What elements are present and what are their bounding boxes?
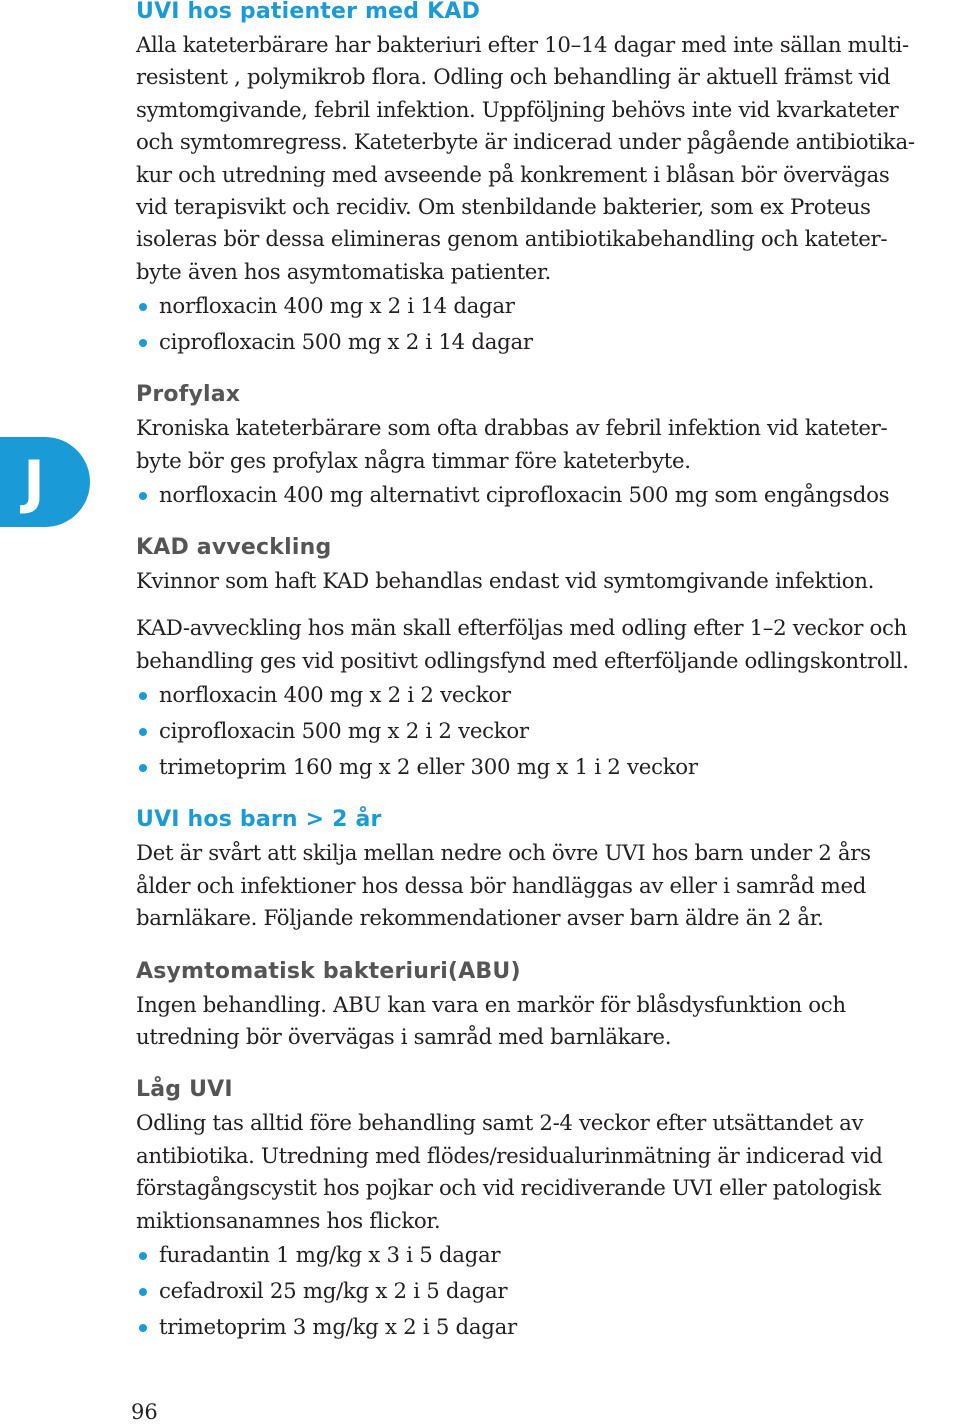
bullet-dot-icon: [139, 339, 147, 347]
list-item-text: cefadroxil 25 mg/kg x 2 i 5 dagar: [159, 1278, 508, 1304]
bullet-dot-icon: [139, 303, 147, 311]
text-line: symtomgivande, febril infektion. Uppföljning behövs inte vid kvarkateter: [136, 97, 899, 123]
bullet-dot-icon: [139, 492, 147, 500]
list-item: [136, 289, 958, 325]
list-item: [136, 1238, 958, 1274]
body-paragraph: [136, 413, 958, 478]
list-item-text: ciprofloxacin 500 mg x 2 i 14 dagar: [159, 330, 533, 356]
text-line: Kvinnor som haft KAD behandlas endast vid symtomgivande infektion.: [136, 569, 875, 595]
section-tab: [0, 437, 90, 527]
text-line: vid terapisvikt och recidiv. Om stenbildande bakterier, som ex Proteus: [136, 195, 871, 221]
bullet-dot-icon: [139, 1252, 147, 1260]
section-abu: [136, 958, 958, 1055]
bullet-list: [136, 678, 958, 786]
text-line: Odling tas alltid före behandling samt 2-4 veckor efter utsättandet av: [136, 1111, 864, 1137]
text-line: barnläkare. Följande rekommendationer avser barn äldre än 2 år.: [136, 906, 824, 932]
bullet-dot-icon: [139, 1288, 147, 1296]
text-line: resistent , polymikrob flora. Odling och behandling är aktuell främst vid: [136, 65, 891, 91]
text-line: byte bör ges profylax några timmar före kateterbyte.: [136, 448, 691, 474]
section-lag-uvi: [136, 1076, 958, 1346]
section-profylax: [136, 381, 958, 514]
list-item-text: trimetoprim 3 mg/kg x 2 i 5 dagar: [159, 1314, 517, 1340]
list-item-text: trimetoprim 160 mg x 2 eller 300 mg x 1 i 2 veckor: [159, 755, 698, 781]
bullet-dot-icon: [139, 1324, 147, 1332]
section-uvi-kad: [136, 0, 958, 361]
bullet-list: [136, 289, 958, 361]
body-paragraph: [136, 566, 958, 598]
body-paragraph: [136, 990, 958, 1055]
bullet-dot-icon: [139, 728, 147, 736]
section-heading: UVI hos patienter med KAD: [136, 0, 481, 24]
list-item: [136, 1310, 958, 1346]
list-item-text: norfloxacin 400 mg x 2 i 2 veckor: [159, 683, 511, 709]
section-heading: Profylax: [136, 382, 241, 408]
text-line: Kroniska kateterbärare som ofta drabbas av febril infektion vid kateter-: [136, 416, 888, 442]
page-content: [136, 0, 958, 1346]
section-tab-letter: J: [23, 448, 45, 516]
body-paragraph: [136, 1108, 958, 1238]
body-paragraph: [136, 30, 958, 289]
section-uvi-barn: [136, 806, 958, 935]
text-line: och symtomregress. Kateterbyte är indicerad under pågående antibiotika-: [136, 130, 915, 156]
text-line: kur och utredning med avseende på konkrement i blåsan bör övervägas: [136, 162, 890, 188]
list-item-text: furadantin 1 mg/kg x 3 i 5 dagar: [159, 1242, 501, 1268]
text-line: Ingen behandling. ABU kan vara en markör för blåsdysfunktion och: [136, 992, 846, 1018]
text-line: miktionsanamnes hos flickor.: [136, 1208, 441, 1234]
text-line: förstagångscystit hos pojkar och vid recidiverande UVI eller patologisk: [136, 1176, 881, 1202]
page-number: 96: [131, 1400, 158, 1424]
text-line: Alla kateterbärare har bakteriuri efter 10–14 dagar med inte sällan multi-: [136, 33, 909, 58]
list-item-text: norfloxacin 400 mg alternativt ciprofloxacin 500 mg som engångsdos: [159, 483, 890, 509]
bullet-dot-icon: [139, 692, 147, 700]
section-heading: Asymtomatisk bakteriuri(ABU): [136, 958, 521, 984]
section-heading: KAD avveckling: [136, 535, 332, 561]
body-paragraph: [136, 838, 958, 935]
text-line: antibiotika. Utredning med flödes/residualurinmätning är indicerad vid: [136, 1143, 883, 1169]
text-line: utredning bör övervägas i samråd med barnläkare.: [136, 1024, 672, 1050]
list-item: [136, 750, 958, 786]
text-line: Det är svårt att skilja mellan nedre och övre UVI hos barn under 2 års: [136, 841, 871, 867]
section-heading: UVI hos barn > 2 år: [136, 807, 382, 833]
list-item: [136, 478, 958, 514]
text-line: ålder och infektioner hos dessa bör handläggas av eller i samråd med: [136, 873, 867, 899]
list-item-text: ciprofloxacin 500 mg x 2 i 2 veckor: [159, 719, 529, 745]
list-item: [136, 714, 958, 750]
section-kad-avveckling: [136, 534, 958, 786]
bullet-list: [136, 1238, 958, 1346]
bullet-dot-icon: [139, 764, 147, 772]
list-item: [136, 325, 958, 361]
text-line: KAD-avveckling hos män skall efterföljas med odling efter 1–2 veckor och: [136, 616, 907, 642]
bullet-list: [136, 478, 958, 514]
text-line: behandling ges vid positivt odlingsfynd med efterföljande odlingskontroll.: [136, 648, 909, 674]
list-item-text: norfloxacin 400 mg x 2 i 14 dagar: [159, 294, 515, 320]
list-item: [136, 678, 958, 714]
section-heading: Låg UVI: [136, 1077, 233, 1103]
list-item: [136, 1274, 958, 1310]
text-line: byte även hos asymtomatiska patienter.: [136, 259, 551, 285]
text-line: isoleras bör dessa elimineras genom antibiotikabehandling och kateter-: [136, 227, 888, 253]
body-paragraph: [136, 613, 958, 678]
